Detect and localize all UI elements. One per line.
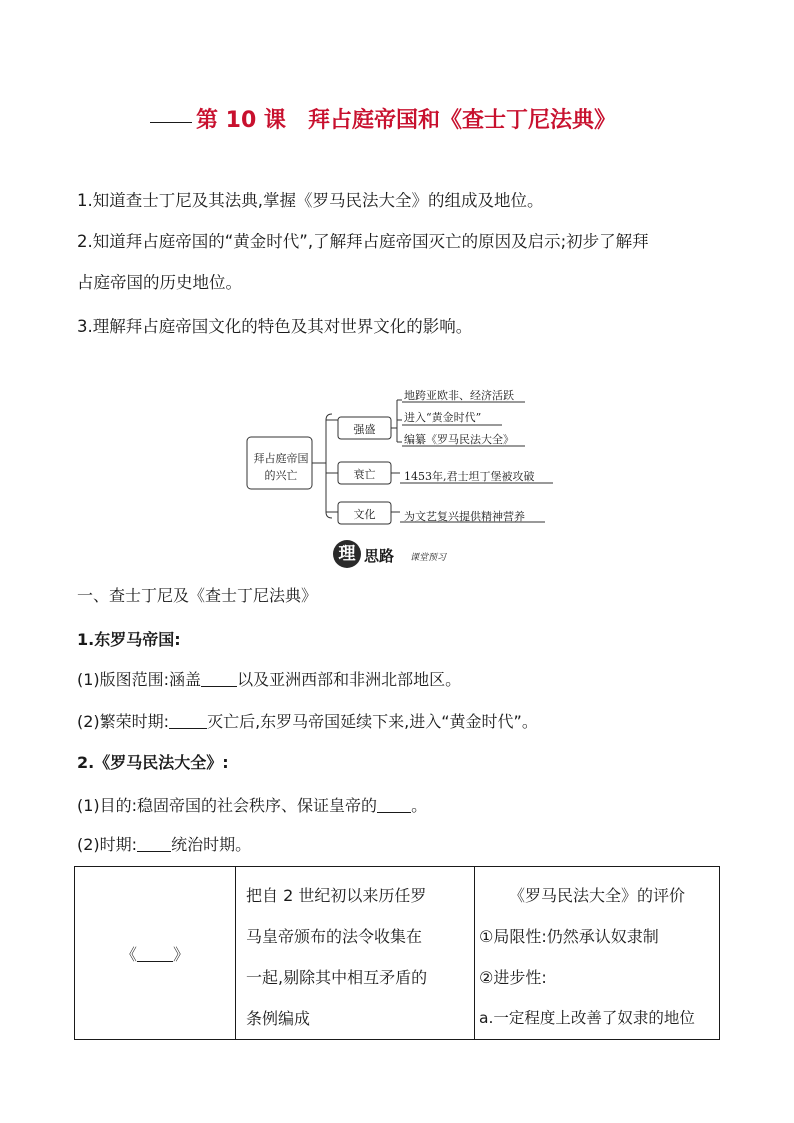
page-title [150,103,670,134]
question-line-3: (1)目的:稳固帝国的社会秩序、保证皇帝的 。 [77,796,428,815]
table-row [75,867,720,1040]
table-cell-compilation: 把自 2 世纪初以来历任罗 马皇帝颁布的法令收集在 一起,剔除其中相互矛盾的 条例编成 [236,867,475,1040]
mindmap-leaf: 进入“黄金时代” [404,411,482,424]
mindmap-leaf: 编纂《罗马民法大全》 [404,433,514,446]
thinking-path-sublabel: 课堂预习 [410,553,447,563]
section-heading: 一、查士丁尼及《查士丁尼法典》 [77,586,318,605]
answer-blank[interactable] [137,835,171,852]
objective-2: 2.知道拜占庭帝国的“黄金时代”,了解拜占庭帝国灭亡的原因及启示;初步了解拜 [77,232,649,251]
mindmap-leaf: 地跨亚欧非、经济活跃 [404,389,514,402]
question-line-4: (2)时期: 统治时期。 [77,835,252,854]
answer-blank[interactable] [377,796,411,813]
mindmap-branch-culture: 文化 [353,508,376,521]
civil-law-table [74,866,720,1040]
objective-3: 3.理解拜占庭帝国文化的特色及其对世界文化的影响。 [77,317,473,336]
answer-blank[interactable] [137,945,173,962]
lesson-number: 第 10 课 [196,108,286,133]
subheading-east-rome: 1.东罗马帝国: [77,630,181,649]
table-cell-code-name: 《 》 [75,867,236,1040]
mindmap-leaf: 为文艺复兴提供精神营养 [404,510,525,523]
mindmap-branch-decline: 衰亡 [353,468,376,481]
objective-2-cont: 占庭帝国的历史地位。 [77,273,242,292]
question-line-2: (2)繁荣时期: 灭亡后,东罗马帝国延续下来,进入“黄金时代”。 [77,712,538,731]
mindmap-leaf: 1453年,君士坦丁堡被攻破 [404,470,535,483]
question-line-1: (1)版图范围:涵盖 以及亚洲西部和非洲北部地区。 [77,670,462,689]
mindmap-branch-strong: 强盛 [353,423,376,436]
subheading-civil-law: 2.《罗马民法大全》: [77,753,229,772]
table-cell-evaluation: 《罗马民法大全》的评价 ①局限性:仍然承认奴隶制 ②进步性: a.一定程度上改善了奴隶的地位 [475,867,720,1040]
mindmap-root-line1: 拜占庭帝国 [253,452,309,465]
title-blank [150,122,192,123]
answer-blank[interactable] [169,712,207,729]
mindmap-root-line2: 的兴亡 [264,469,298,482]
answer-blank[interactable] [201,670,237,687]
thinking-path-logo-icon: 理 [333,540,361,568]
thinking-path-label: 思路 [364,547,395,565]
lesson-topic: 拜占庭帝国和《查士丁尼法典》 [307,108,616,133]
mindmap-root [250,450,312,484]
objective-1: 1.知道查士丁尼及其法典,掌握《罗马民法大全》的组成及地位。 [77,191,544,210]
